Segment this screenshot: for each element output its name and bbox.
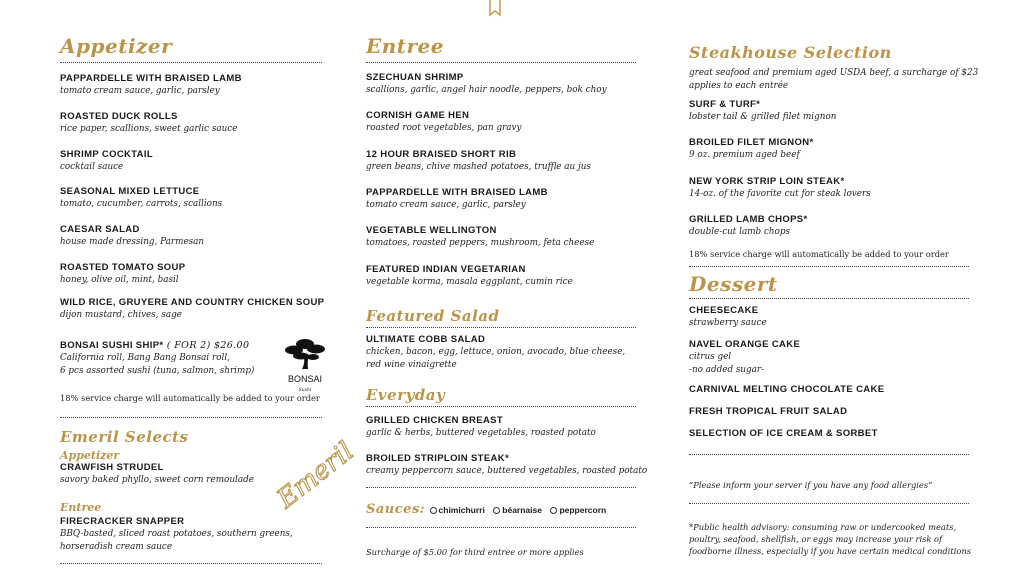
item-name: BROILED STRIPLOIN STEAK*	[366, 453, 509, 464]
item-name: CORNISH GAME HEN	[366, 110, 470, 121]
menu-item	[689, 137, 969, 162]
divider	[689, 298, 969, 299]
item-name: 12 HOUR BRAISED SHORT RIB	[366, 149, 517, 160]
menu-item	[366, 264, 636, 289]
menu-item	[689, 176, 969, 201]
menu-item	[60, 516, 322, 553]
item-price: ( FOR 2) $26.00	[163, 340, 250, 351]
item-name: CAESAR SALAD	[60, 224, 140, 235]
item-description: horseradish cream sauce	[60, 541, 173, 552]
menu-item	[689, 339, 969, 376]
item-description: -no added sugar-	[689, 364, 765, 375]
divider	[366, 406, 636, 407]
menu-item	[366, 149, 636, 174]
menu-item	[689, 384, 969, 396]
emeril-selects-heading: Emeril Selects	[60, 428, 189, 446]
item-description: tomato cream sauce, garlic, parsley	[60, 86, 220, 96]
item-name: SEASONAL MIXED LETTUCE	[60, 186, 200, 197]
radio-circle-icon	[493, 507, 500, 514]
item-description: cocktail sauce	[60, 162, 124, 172]
menu-item	[689, 428, 969, 440]
sauce-option[interactable]: béarnaise	[493, 505, 542, 515]
item-name: WILD RICE, GRUYERE AND COUNTRY CHICKEN SOUP	[60, 297, 325, 308]
item-name: FEATURED INDIAN VEGETARIAN	[366, 264, 526, 275]
item-name: BONSAI SUSHI SHIP*	[60, 340, 164, 351]
item-description: garlic & herbs, buttered vegetables, roasted potato	[366, 428, 596, 438]
item-description: green beans, chive mashed potatoes, truffle au jus	[366, 162, 591, 172]
divider	[60, 62, 322, 63]
dessert-heading: Dessert	[689, 272, 778, 296]
menu-item	[60, 111, 322, 136]
emeril-appetizer-label: Appetizer	[60, 449, 120, 462]
item-name: SURF & TURF*	[689, 99, 761, 110]
item-name: FRESH TROPICAL FRUIT SALAD	[689, 406, 848, 417]
item-description: lobster tail & grilled filet mignon	[689, 112, 837, 122]
item-description: BBQ-basted, sliced roast potatoes, southern greens,	[60, 529, 293, 539]
menu-item	[689, 99, 969, 124]
divider	[366, 527, 636, 528]
steakhouse-heading: Steakhouse Selection	[689, 43, 892, 62]
item-description: house made dressing, Parmesan	[60, 237, 205, 247]
item-description: tomatoes, roasted peppers, mushroom, feta cheese	[366, 238, 595, 248]
menu-item	[366, 72, 636, 97]
item-description: 6 pcs assorted sushi (tuna, salmon, shrimp)	[60, 365, 255, 376]
item-description: tomato, cucumber, carrots, scallions	[60, 199, 223, 209]
item-description: savory baked phyllo, sweet corn remoulade	[60, 475, 254, 485]
menu-item	[60, 262, 322, 287]
divider	[366, 62, 636, 63]
item-description: 14-oz. of the favorite cut for steak lovers	[689, 189, 871, 199]
menu-item	[366, 415, 636, 440]
allergy-note: “Please inform your server if you have any food allergies”	[689, 480, 933, 490]
item-name: CHEESECAKE	[689, 305, 759, 316]
sauces-row	[366, 500, 610, 518]
appetizer-heading: Appetizer	[60, 34, 173, 58]
steakhouse-intro: great seafood and premium aged USDA beef, a surcharge of $23	[689, 68, 979, 78]
steakhouse-intro: applies to each entrée	[689, 81, 789, 91]
item-description: vegetable korma, masala eggplant, cumin rice	[366, 277, 573, 287]
item-description: chicken, bacon, egg, lettuce, onion, avocado, blue cheese,	[366, 347, 626, 357]
divider	[689, 503, 969, 504]
item-name: ULTIMATE COBB SALAD	[366, 334, 486, 345]
item-name: PAPPARDELLE WITH BRAISED LAMB	[366, 187, 548, 198]
item-name: PAPPARDELLE WITH BRAISED LAMB	[60, 73, 242, 84]
item-description: tomato cream sauce, garlic, parsley	[366, 200, 526, 210]
item-name: SHRIMP COCKTAIL	[60, 149, 154, 160]
menu-item	[60, 186, 322, 211]
item-name: NEW YORK STRIP LOIN STEAK*	[689, 176, 845, 187]
bonsai-logo-text: BONSAI	[287, 374, 323, 384]
item-description: California roll, Bang Bang Bonsai roll,	[60, 353, 230, 363]
item-name: SELECTION OF ICE CREAM & SORBET	[689, 428, 878, 439]
item-name: ROASTED DUCK ROLLS	[60, 111, 178, 122]
item-description: strawberry sauce	[689, 318, 767, 328]
bonsai-logo-sub: Sushi	[298, 388, 312, 393]
featured-salad-heading: Featured Salad	[366, 307, 500, 325]
menu-item	[366, 187, 636, 212]
radio-circle-icon	[550, 507, 557, 514]
item-description: red wine vinaigrette	[366, 359, 457, 370]
divider	[60, 417, 322, 418]
item-description: scallions, garlic, angel hair noodle, peppers, bok choy	[366, 85, 607, 95]
item-description: rice paper, scallions, sweet garlic sauce	[60, 124, 238, 134]
item-description: 9 oz. premium aged beef	[689, 150, 800, 160]
item-name: GRILLED CHICKEN BREAST	[366, 415, 504, 426]
service-charge-note: 18% service charge will automatically be added to your order	[689, 249, 949, 259]
bookmark-icon	[489, 0, 501, 16]
menu-item	[366, 225, 636, 250]
menu-item	[689, 214, 969, 239]
item-name: FIRECRACKER SNAPPER	[60, 516, 185, 527]
surcharge-note: Surcharge of $5.00 for third entree or more applies	[366, 547, 584, 557]
divider	[60, 563, 322, 564]
item-name: VEGETABLE WELLINGTON	[366, 225, 497, 236]
item-name: CRAWFISH STRUDEL	[60, 462, 164, 473]
item-name: ROASTED TOMATO SOUP	[60, 262, 186, 273]
item-description: creamy peppercorn sauce, buttered vegetables, roasted potato	[366, 466, 648, 476]
divider	[689, 454, 969, 455]
menu-item	[366, 334, 636, 371]
sauce-option[interactable]: peppercorn	[550, 505, 606, 515]
item-name: CARNIVAL MELTING CHOCOLATE CAKE	[689, 384, 885, 395]
item-description: roasted root vegetables, pan gravy	[366, 123, 522, 133]
item-description: honey, olive oil, mint, basil	[60, 275, 179, 285]
radio-circle-icon	[430, 507, 437, 514]
service-charge-note: 18% service charge will automatically be added to your order	[60, 393, 320, 403]
menu-item	[689, 406, 969, 418]
divider	[366, 487, 636, 488]
menu-item	[689, 305, 969, 330]
menu-item	[60, 224, 322, 249]
health-advisory: foodborne illness, especially if you have certain medical conditions	[689, 546, 971, 556]
menu-item	[60, 149, 322, 174]
health-advisory: *Public health advisory: consuming raw or undercooked meats,	[689, 522, 957, 532]
item-name: SZECHUAN SHRIMP	[366, 72, 464, 83]
bonsai-tree-icon	[280, 336, 330, 396]
entree-heading: Entree	[366, 34, 445, 58]
item-description: dijon mustard, chives, sage	[60, 310, 182, 320]
sauces-label: Sauces:	[366, 502, 426, 517]
item-name: GRILLED LAMB CHOPS*	[689, 214, 808, 225]
divider	[366, 327, 636, 328]
item-description: citrus gel	[689, 352, 732, 362]
menu-item	[60, 73, 322, 98]
item-name: NAVEL ORANGE CAKE	[689, 339, 801, 350]
menu-item	[366, 453, 648, 478]
emeril-logo-text: Emeril	[271, 436, 360, 515]
emeril-signature-logo	[260, 435, 360, 515]
menu-item	[60, 297, 325, 322]
menu-item	[366, 110, 636, 135]
divider	[689, 266, 969, 267]
emeril-entree-label: Entree	[60, 501, 102, 514]
everyday-heading: Everyday	[366, 386, 446, 404]
item-description: double-cut lamb chops	[689, 227, 791, 237]
item-name: BROILED FILET MIGNON*	[689, 137, 814, 148]
sauce-option[interactable]: chimichurri	[430, 505, 485, 515]
health-advisory: poultry, seafood, shellfish, or eggs may increase your risk of	[689, 534, 943, 544]
